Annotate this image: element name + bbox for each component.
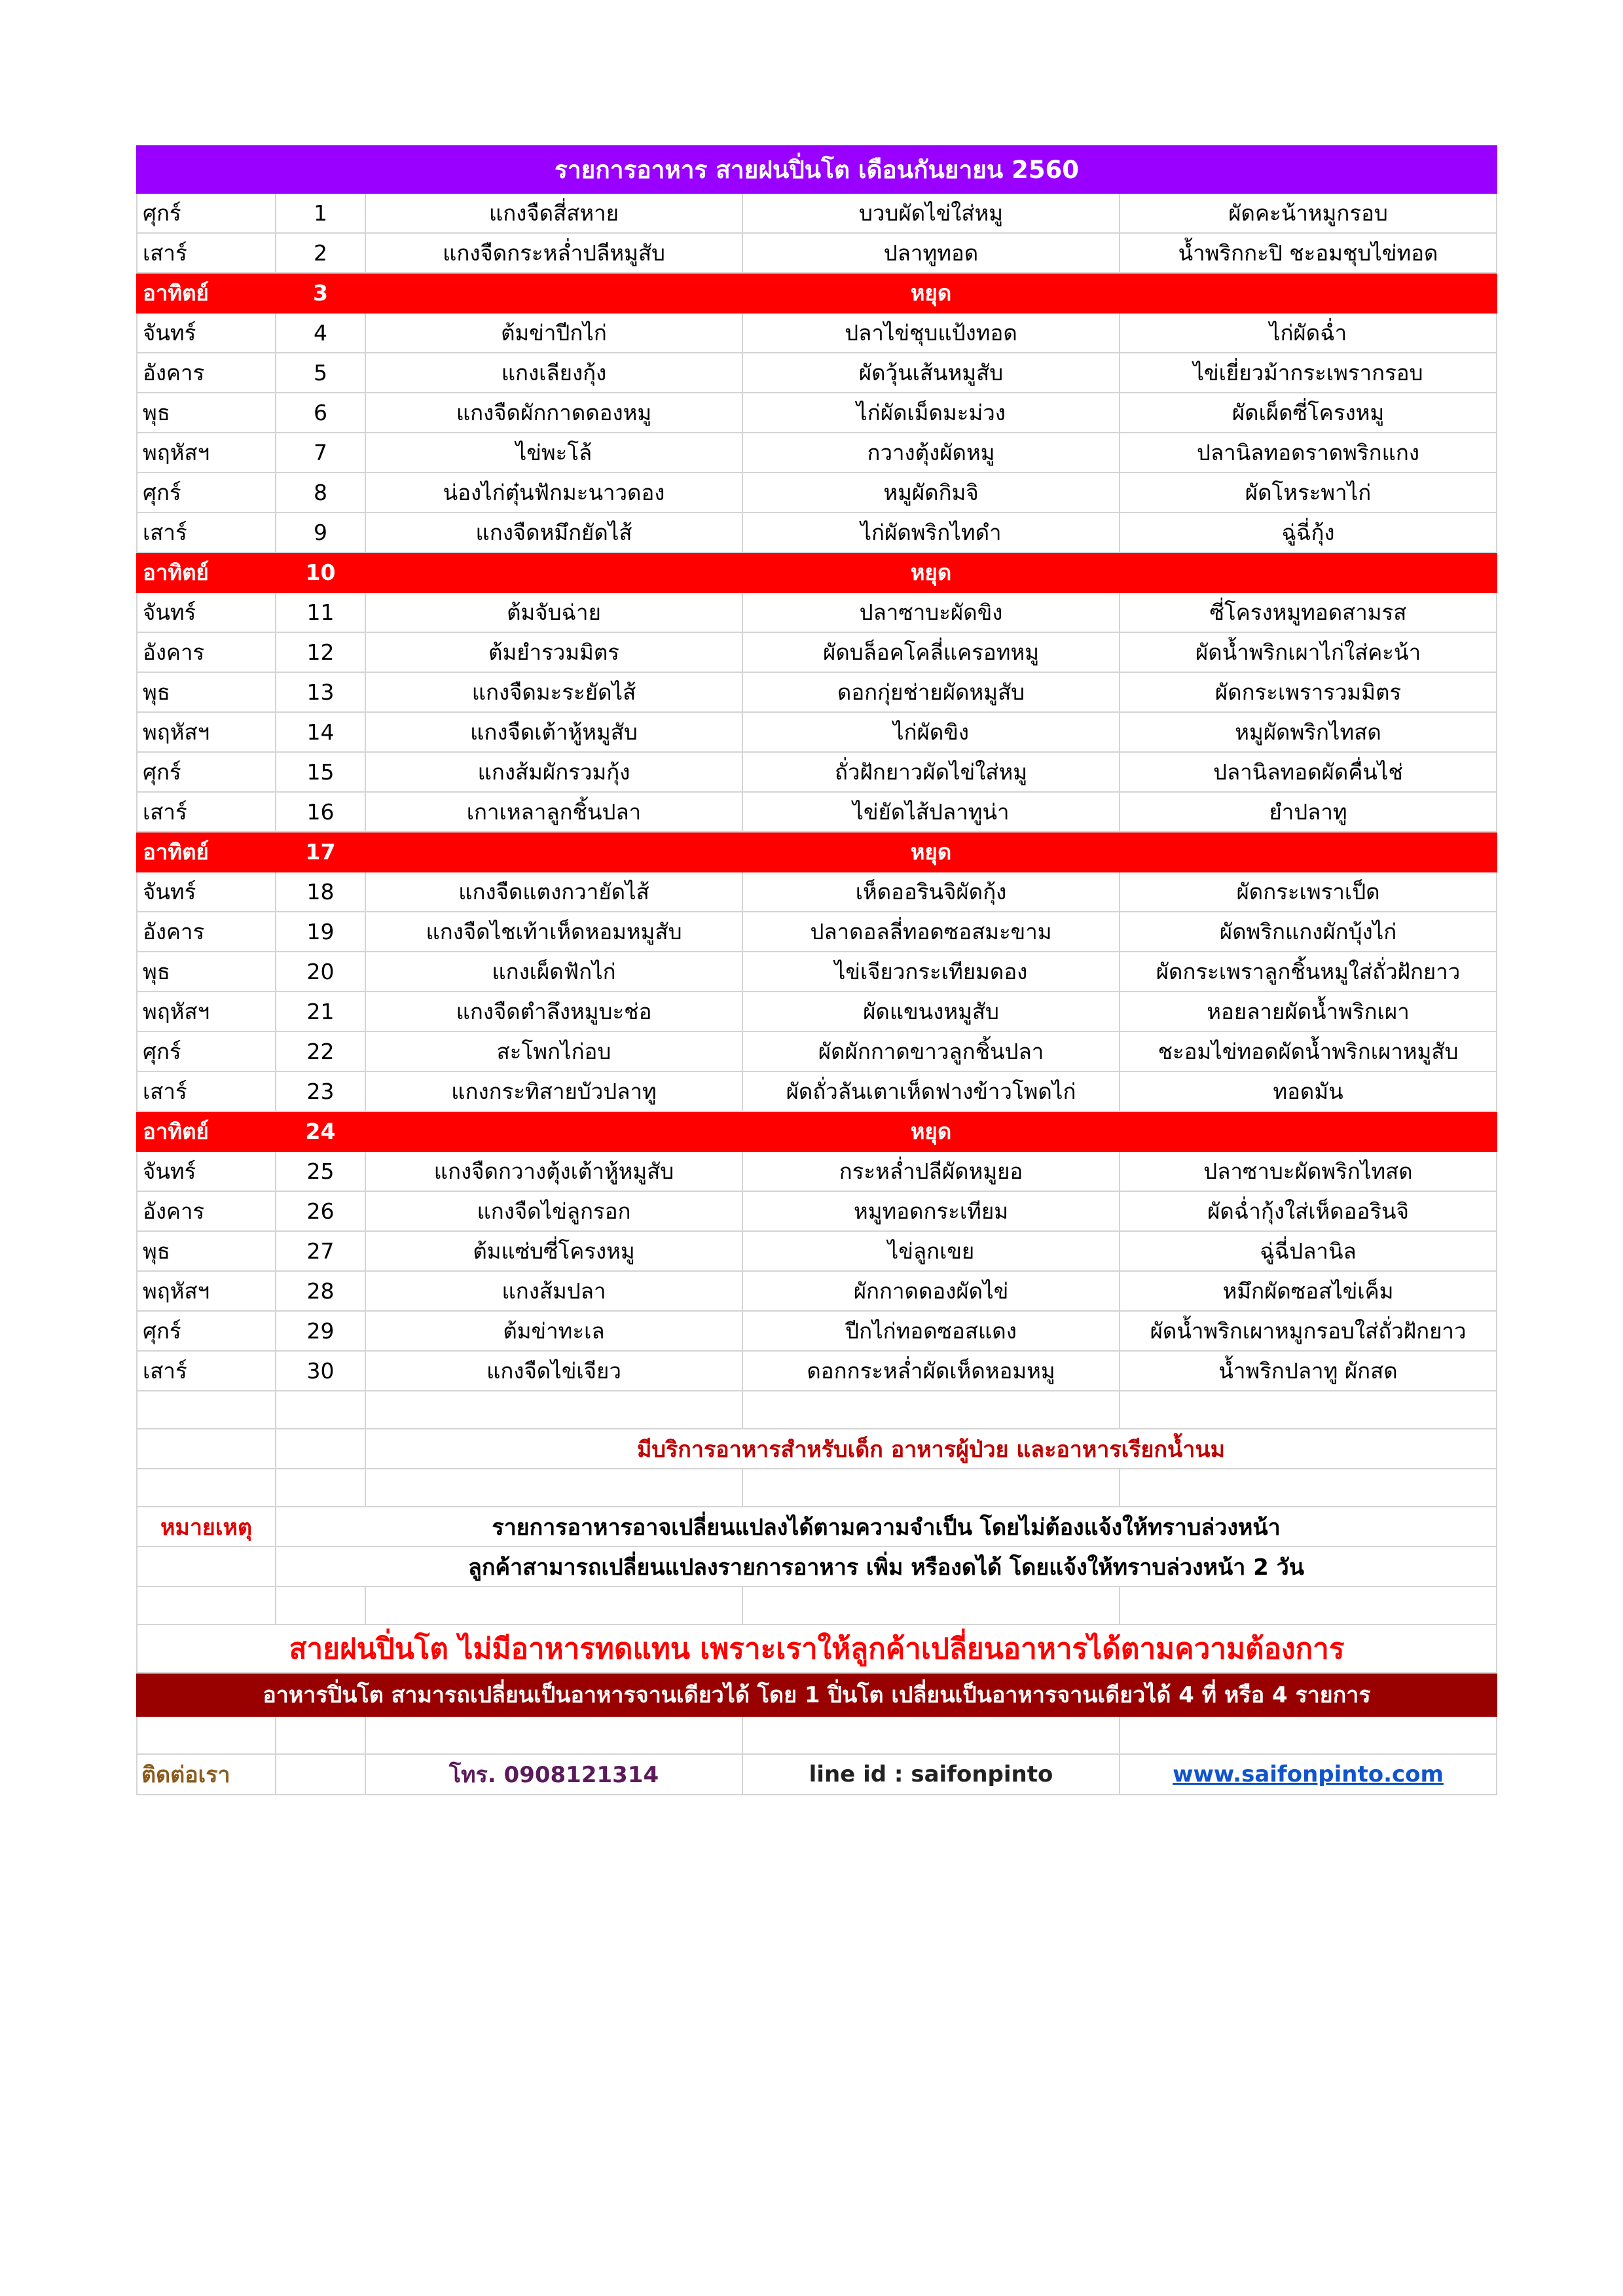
menu-cell-2: ผักกาดดองผัดไข่ <box>742 1271 1120 1311</box>
menu-cell-1: ต้มจับฉ่าย <box>365 592 742 632</box>
contact-phone: โทร. 0908121314 <box>365 1754 742 1795</box>
date-cell: 4 <box>276 313 365 353</box>
day-cell: อาทิตย์ <box>137 273 276 313</box>
day-cell: ศุกร์ <box>137 193 276 233</box>
menu-row <box>137 992 1497 1031</box>
menu-cell-1: แกงจืดไข่ลูกรอก <box>365 1191 742 1231</box>
menu-cell-3: ผัดโหระพาไก่ <box>1120 473 1497 512</box>
menu-cell-2: ผัดวุ้นเส้นหมูสับ <box>742 353 1120 393</box>
day-cell: อาทิตย์ <box>137 1111 276 1151</box>
date-cell: 30 <box>276 1351 365 1391</box>
contact-row <box>137 1754 1497 1795</box>
menu-cell-2: หมูผัดกิมจิ <box>742 473 1120 512</box>
day-cell: จันทร์ <box>137 1151 276 1191</box>
menu-cell-1: แกงส้มผักรวมกุ้ง <box>365 752 742 792</box>
day-cell: อังคาร <box>137 353 276 393</box>
menu-cell-1: แกงจืดเต้าหู้หมูสับ <box>365 712 742 752</box>
menu-row <box>137 1351 1497 1391</box>
service-row <box>137 1429 1497 1469</box>
menu-cell-2: กวางตุ้งผัดหมู <box>742 433 1120 473</box>
menu-cell-2: ดอกกุ่ยช่ายผัดหมูสับ <box>742 672 1120 712</box>
menu-cell-3: ผัดกระเพรารวมมิตร <box>1120 672 1497 712</box>
holiday-label: หยุด <box>742 552 1120 592</box>
single-dish-banner: อาหารปิ่นโต สามารถเปลี่ยนเป็นอาหารจานเดียวได้ โดย 1 ปิ่นโต เปลี่ยนเป็นอาหารจานเดียวได้ 4 ที่ หรือ 4 รายการ <box>137 1673 1497 1716</box>
menu-cell-1: แกงจืดตำลึงหมูบะช่อ <box>365 992 742 1031</box>
menu-cell-3: ไก่ผัดฉ่ำ <box>1120 313 1497 353</box>
date-cell: 8 <box>276 473 365 512</box>
menu-row <box>137 752 1497 792</box>
menu-cell-1: แกงจืดมะระยัดไส้ <box>365 672 742 712</box>
menu-cell-2: ไข่เจียวกระเทียมดอง <box>742 952 1120 992</box>
menu-cell-3: ผัดกระเพราลูกชิ้นหมูใส่ถั่วฝักยาว <box>1120 952 1497 992</box>
date-cell: 7 <box>276 433 365 473</box>
menu-cell-2: ปีกไก่ทอดซอสแดง <box>742 1311 1120 1351</box>
date-cell: 11 <box>276 592 365 632</box>
day-cell: ศุกร์ <box>137 473 276 512</box>
menu-cell-2: ไก่ผัดเม็ดมะม่วง <box>742 393 1120 433</box>
menu-cell-1: แกงจืดหมึกยัดไส้ <box>365 512 742 552</box>
note-row-2 <box>137 1547 1497 1587</box>
day-cell: อาทิตย์ <box>137 832 276 872</box>
menu-cell-2: ไข่ลูกเขย <box>742 1231 1120 1271</box>
menu-cell-1: น่องไก่ตุ๋นฟักมะนาวดอง <box>365 473 742 512</box>
menu-cell-1: ต้มแซ่บซี่โครงหมู <box>365 1231 742 1271</box>
date-cell: 22 <box>276 1031 365 1071</box>
menu-cell-2: ผัดบล็อคโคลี่แครอทหมู <box>742 632 1120 672</box>
menu-cell-3 <box>1120 832 1497 872</box>
holiday-label: หยุด <box>742 832 1120 872</box>
note-line-2: ลูกค้าสามารถเปลี่ยนแปลงรายการอาหาร เพิ่ม หรืองดได้ โดยแจ้งให้ทราบล่วงหน้า 2 วัน <box>276 1547 1497 1587</box>
date-cell: 28 <box>276 1271 365 1311</box>
menu-row <box>137 912 1497 952</box>
menu-cell-2: ดอกกระหล่ำผัดเห็ดหอมหมู <box>742 1351 1120 1391</box>
menu-cell-3 <box>1120 273 1497 313</box>
date-cell: 15 <box>276 752 365 792</box>
menu-cell-3: ชะอมไข่ทอดผัดน้ำพริกเผาหมูสับ <box>1120 1031 1497 1071</box>
menu-cell-2: ผัดผักกาดขาวลูกชิ้นปลา <box>742 1031 1120 1071</box>
note-row-1 <box>137 1507 1497 1547</box>
date-cell: 26 <box>276 1191 365 1231</box>
menu-cell-1: แกงจืดไชเท้าเห็ดหอมหมูสับ <box>365 912 742 952</box>
menu-row <box>137 1271 1497 1311</box>
menu-row <box>137 792 1497 832</box>
contact-line-id: line id : saifonpinto <box>742 1754 1120 1795</box>
menu-sheet <box>136 145 1496 1795</box>
menu-row <box>137 672 1497 712</box>
day-cell: พุธ <box>137 393 276 433</box>
menu-cell-3: น้ำพริกปลาทู ผักสด <box>1120 1351 1497 1391</box>
menu-row <box>137 1231 1497 1271</box>
menu-row <box>137 952 1497 992</box>
contact-label: ติดต่อเรา <box>137 1754 276 1795</box>
day-cell: อังคาร <box>137 912 276 952</box>
menu-cell-2: หมูทอดกระเทียม <box>742 1191 1120 1231</box>
menu-cell-1: แกงจืดสี่สหาย <box>365 193 742 233</box>
menu-cell-2: ผัดถั่วลันเตาเห็ดฟางข้าวโพดไก่ <box>742 1071 1120 1111</box>
day-cell: จันทร์ <box>137 313 276 353</box>
menu-cell-1: ต้มข่าปีกไก่ <box>365 313 742 353</box>
menu-cell-3: ซี่โครงหมูทอดสามรส <box>1120 592 1497 632</box>
menu-cell-3 <box>1120 1111 1497 1151</box>
website-link[interactable]: www.saifonpinto.com <box>1173 1761 1444 1787</box>
menu-cell-3: ผัดคะน้าหมูกรอบ <box>1120 193 1497 233</box>
menu-cell-1 <box>365 552 742 592</box>
menu-cell-3: ผัดกระเพราเป็ด <box>1120 872 1497 912</box>
menu-row <box>137 313 1497 353</box>
menu-cell-3: หมึกผัดซอสไข่เค็ม <box>1120 1271 1497 1311</box>
banner-row <box>137 1673 1497 1716</box>
menu-row <box>137 393 1497 433</box>
holiday-row <box>137 832 1497 872</box>
menu-cell-1: ไข่พะโล้ <box>365 433 742 473</box>
holiday-row <box>137 552 1497 592</box>
date-cell: 10 <box>276 552 365 592</box>
service-note: มีบริการอาหารสำหรับเด็ก อาหารผู้ป่วย และอาหารเรียกน้ำนม <box>365 1429 1497 1469</box>
menu-cell-2: ถั่วฝักยาวผัดไข่ใส่หมู <box>742 752 1120 792</box>
day-cell: อังคาร <box>137 1191 276 1231</box>
menu-cell-2: ปลาไข่ชุบแป้งทอด <box>742 313 1120 353</box>
menu-cell-2: ปลาดอลลี่ทอดซอสมะขาม <box>742 912 1120 952</box>
menu-cell-3: ปลานิลทอดราดพริกแกง <box>1120 433 1497 473</box>
menu-title: รายการอาหาร สายฝนปิ่นโต เดือนกันยายน 2560 <box>137 146 1497 193</box>
day-cell: ศุกร์ <box>137 1311 276 1351</box>
menu-cell-2: ผัดแขนงหมูสับ <box>742 992 1120 1031</box>
menu-cell-2: เห็ดออรินจิผัดกุ้ง <box>742 872 1120 912</box>
footer-section <box>137 1391 1497 1795</box>
menu-cell-3: น้ำพริกกะปิ ชะอมชุบไข่ทอด <box>1120 233 1497 273</box>
menu-body <box>137 146 1497 1391</box>
menu-table <box>136 145 1497 1795</box>
blank-row <box>137 1391 1497 1429</box>
menu-cell-1: แกงจืดแตงกวายัดไส้ <box>365 872 742 912</box>
menu-row <box>137 1311 1497 1351</box>
menu-cell-1 <box>365 832 742 872</box>
day-cell: ศุกร์ <box>137 1031 276 1071</box>
blank-row <box>137 1587 1497 1624</box>
menu-cell-1: สะโพกไก่อบ <box>365 1031 742 1071</box>
date-cell: 27 <box>276 1231 365 1271</box>
menu-cell-1: แกงเผ็ดฟักไก่ <box>365 952 742 992</box>
menu-cell-2: ปลาซาบะผัดขิง <box>742 592 1120 632</box>
date-cell: 21 <box>276 992 365 1031</box>
note-label: หมายเหตุ <box>137 1507 276 1547</box>
menu-cell-3: ผัดพริกแกงผักบุ้งไก่ <box>1120 912 1497 952</box>
day-cell: พุธ <box>137 952 276 992</box>
date-cell: 29 <box>276 1311 365 1351</box>
holiday-row <box>137 273 1497 313</box>
date-cell: 1 <box>276 193 365 233</box>
menu-cell-1: แกงจืดกวางตุ้งเต้าหู้หมูสับ <box>365 1151 742 1191</box>
menu-cell-1: แกงส้มปลา <box>365 1271 742 1311</box>
menu-row <box>137 433 1497 473</box>
menu-cell-1: แกงเลียงกุ้ง <box>365 353 742 393</box>
date-cell: 25 <box>276 1151 365 1191</box>
day-cell: เสาร์ <box>137 233 276 273</box>
date-cell: 24 <box>276 1111 365 1151</box>
menu-cell-3: ฉู่ฉี่กุ้ง <box>1120 512 1497 552</box>
menu-cell-2: บวบผัดไข่ใส่หมู <box>742 193 1120 233</box>
blank-row <box>137 1716 1497 1754</box>
day-cell: พุธ <box>137 1231 276 1271</box>
holiday-row <box>137 1111 1497 1151</box>
menu-cell-1: ต้มข่าทะเล <box>365 1311 742 1351</box>
menu-cell-1: แกงจืดไข่เจียว <box>365 1351 742 1391</box>
holiday-label: หยุด <box>742 1111 1120 1151</box>
menu-cell-3: ผัดน้ำพริกเผาหมูกรอบใส่ถั่วฝักยาว <box>1120 1311 1497 1351</box>
menu-cell-3: ทอดมัน <box>1120 1071 1497 1111</box>
date-cell: 9 <box>276 512 365 552</box>
date-cell: 18 <box>276 872 365 912</box>
menu-row <box>137 632 1497 672</box>
menu-cell-3: ผัดน้ำพริกเผาไก่ใส่คะน้า <box>1120 632 1497 672</box>
menu-row <box>137 872 1497 912</box>
menu-row <box>137 512 1497 552</box>
menu-cell-2: กระหล่ำปลีผัดหมูยอ <box>742 1151 1120 1191</box>
day-cell: พุธ <box>137 672 276 712</box>
menu-cell-2: ไก่ผัดพริกไทดำ <box>742 512 1120 552</box>
date-cell: 23 <box>276 1071 365 1111</box>
menu-cell-2: ไข่ยัดไส้ปลาทูน่า <box>742 792 1120 832</box>
menu-cell-3 <box>1120 552 1497 592</box>
date-cell: 14 <box>276 712 365 752</box>
note-line-1: รายการอาหารอาจเปลี่ยนแปลงได้ตามความจำเป็น โดยไม่ต้องแจ้งให้ทราบล่วงหน้า <box>276 1507 1497 1547</box>
menu-row <box>137 1071 1497 1111</box>
day-cell: จันทร์ <box>137 872 276 912</box>
menu-cell-1: เกาเหลาลูกชิ้นปลา <box>365 792 742 832</box>
day-cell: พฤหัสฯ <box>137 712 276 752</box>
menu-cell-1 <box>365 273 742 313</box>
date-cell: 13 <box>276 672 365 712</box>
menu-cell-3: ผัดเผ็ดซี่โครงหมู <box>1120 393 1497 433</box>
menu-cell-3: ฉู่ฉี่ปลานิล <box>1120 1231 1497 1271</box>
menu-cell-1: แกงกระทิสายบัวปลาทู <box>365 1071 742 1111</box>
date-cell: 12 <box>276 632 365 672</box>
day-cell: เสาร์ <box>137 1351 276 1391</box>
menu-cell-3: หอยลายผัดน้ำพริกเผา <box>1120 992 1497 1031</box>
date-cell: 6 <box>276 393 365 433</box>
date-cell: 19 <box>276 912 365 952</box>
menu-cell-3: ผัดฉ่ำกุ้งใส่เห็ดออรินจิ <box>1120 1191 1497 1231</box>
date-cell: 17 <box>276 832 365 872</box>
blank-row <box>137 1469 1497 1507</box>
menu-cell-3: หมูผัดพริกไทสด <box>1120 712 1497 752</box>
day-cell: พฤหัสฯ <box>137 992 276 1031</box>
menu-row <box>137 353 1497 393</box>
day-cell: ศุกร์ <box>137 752 276 792</box>
slogan-row <box>137 1624 1497 1673</box>
menu-cell-3: ปลาซาบะผัดพริกไทสด <box>1120 1151 1497 1191</box>
menu-cell-2: ปลาทูทอด <box>742 233 1120 273</box>
title-row <box>137 146 1497 193</box>
menu-row <box>137 233 1497 273</box>
menu-cell-3: ยำปลาทู <box>1120 792 1497 832</box>
menu-cell-3: ปลานิลทอดผัดคื่นไช่ <box>1120 752 1497 792</box>
date-cell: 16 <box>276 792 365 832</box>
day-cell: พฤหัสฯ <box>137 1271 276 1311</box>
menu-row <box>137 473 1497 512</box>
date-cell: 3 <box>276 273 365 313</box>
slogan: สายฝนปิ่นโต ไม่มีอาหารทดแทน เพราะเราให้ลูกค้าเปลี่ยนอาหารได้ตามความต้องการ <box>137 1624 1497 1673</box>
day-cell: เสาร์ <box>137 512 276 552</box>
date-cell: 20 <box>276 952 365 992</box>
menu-cell-1: แกงจืดกระหล่ำปลีหมูสับ <box>365 233 742 273</box>
day-cell: อังคาร <box>137 632 276 672</box>
date-cell: 5 <box>276 353 365 393</box>
day-cell: เสาร์ <box>137 1071 276 1111</box>
menu-cell-1 <box>365 1111 742 1151</box>
day-cell: จันทร์ <box>137 592 276 632</box>
menu-cell-1: ต้มยำรวมมิตร <box>365 632 742 672</box>
day-cell: เสาร์ <box>137 792 276 832</box>
menu-cell-1: แกงจืดผักกาดดองหมู <box>365 393 742 433</box>
date-cell: 2 <box>276 233 365 273</box>
menu-row <box>137 1151 1497 1191</box>
menu-row <box>137 712 1497 752</box>
day-cell: อาทิตย์ <box>137 552 276 592</box>
menu-cell-3: ไข่เยี่ยวม้ากระเพรากรอบ <box>1120 353 1497 393</box>
menu-row <box>137 1191 1497 1231</box>
day-cell: พฤหัสฯ <box>137 433 276 473</box>
menu-row <box>137 193 1497 233</box>
menu-row <box>137 592 1497 632</box>
menu-cell-2: ไก่ผัดขิง <box>742 712 1120 752</box>
menu-row <box>137 1031 1497 1071</box>
holiday-label: หยุด <box>742 273 1120 313</box>
